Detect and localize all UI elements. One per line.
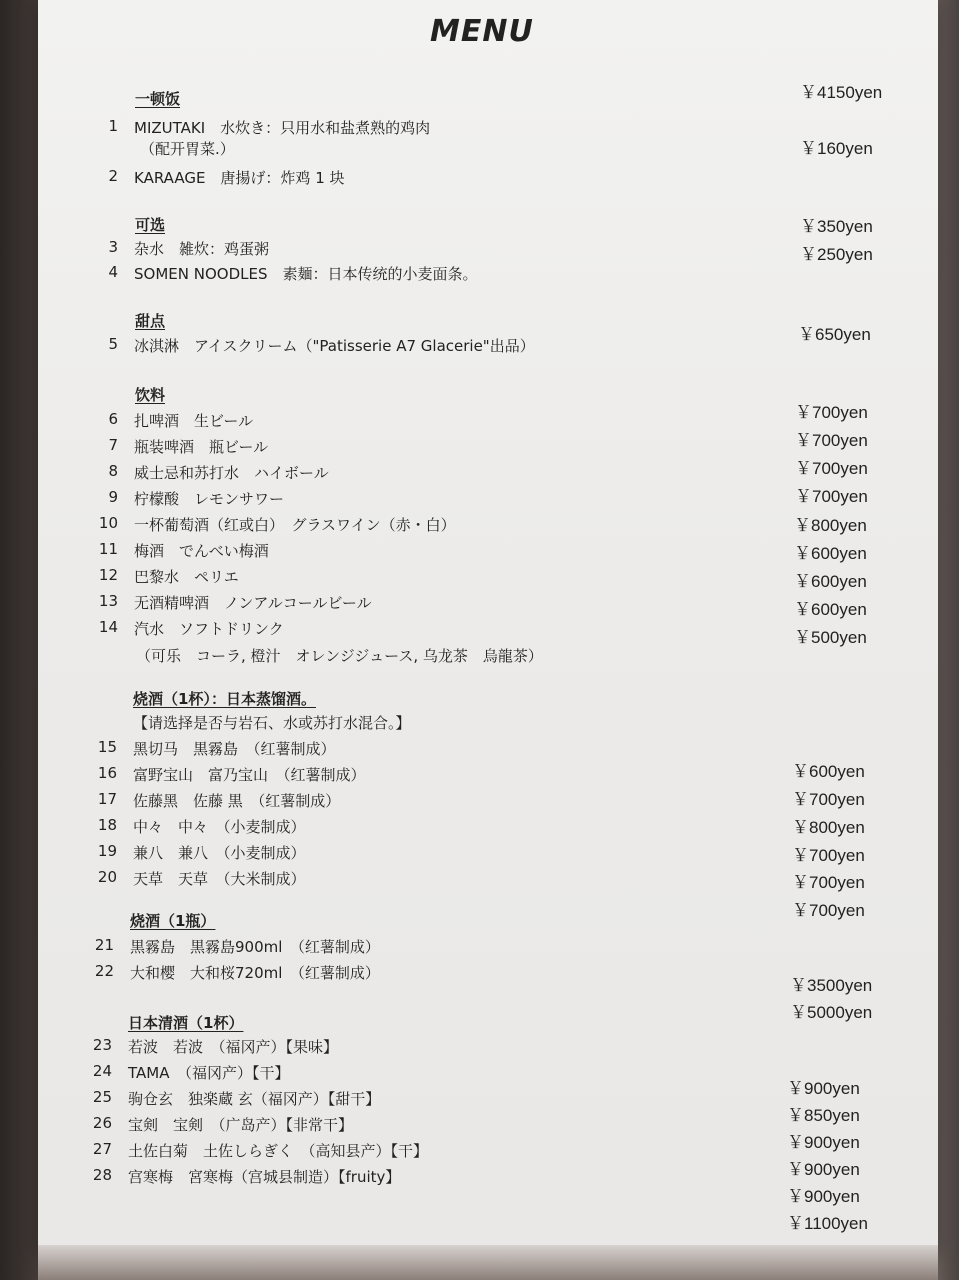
item-number: 27 [92, 1140, 112, 1158]
section-heading-sake: 日本清酒（1杯） [128, 1014, 244, 1032]
item-name: 中々 中々 （小麦制成） [133, 818, 306, 836]
price-label: ￥900yen [787, 1079, 860, 1098]
item-name: 梅酒 でんべい梅酒 [134, 542, 269, 560]
item-name: 佐藤黑 佐藤 黒 （红薯制成） [133, 792, 341, 810]
price-label: ￥600yen [794, 572, 867, 591]
item-number: 24 [92, 1062, 112, 1080]
item-name: SOMEN NOODLES 素麺：日本传统的小麦面条。 [134, 265, 478, 283]
price-label: ￥700yen [792, 846, 865, 865]
price-label: ￥160yen [800, 139, 873, 158]
item-number: 17 [97, 790, 117, 808]
item-number: 16 [97, 764, 117, 782]
item-number: 28 [92, 1166, 112, 1184]
price-label: ￥900yen [787, 1187, 860, 1206]
item-number: 9 [108, 488, 118, 506]
item-name: 冰淇淋 アイスクリーム（"Patisserie A7 Glacerie"出品） [134, 337, 535, 355]
price-label: ￥700yen [795, 487, 868, 506]
item-number: 26 [92, 1114, 112, 1132]
price-label: ￥800yen [792, 818, 865, 837]
price-label: ￥250yen [800, 245, 873, 264]
item-number: 1 [108, 117, 118, 135]
item-number: 25 [92, 1088, 112, 1106]
item-name: 柠檬酸 レモンサワー [134, 490, 285, 508]
price-label: ￥500yen [794, 628, 867, 647]
section-note: （可乐 コーラ, 橙汁 オレンジジュース, 乌龙茶 烏龍茶） [136, 647, 543, 665]
item-number: 15 [97, 738, 117, 756]
item-name: 天草 天草 （大米制成） [133, 870, 306, 888]
menu-sheet-edge [38, 1245, 938, 1280]
section-heading-drinks: 饮料 [135, 386, 166, 404]
item-number: 21 [94, 936, 114, 954]
item-name: 杂水 雑炊：鸡蛋粥 [134, 240, 270, 258]
price-label: ￥700yen [795, 431, 868, 450]
price-label: ￥650yen [798, 325, 871, 344]
item-number: 3 [108, 238, 118, 256]
price-label: ￥600yen [792, 762, 865, 781]
item-number: 4 [108, 263, 118, 281]
item-number: 22 [94, 962, 114, 980]
item-number: 20 [97, 868, 117, 886]
item-name: 宝剣 宝剣 （广岛产）【非常干】 [128, 1116, 354, 1134]
item-name: 扎啤酒 生ビール [134, 412, 254, 430]
item-number: 13 [98, 592, 118, 610]
item-number: 19 [97, 842, 117, 860]
item-number: 2 [108, 167, 118, 185]
price-label: ￥800yen [794, 516, 867, 535]
menu-title: MENU [430, 14, 534, 49]
price-label: ￥5000yen [790, 1003, 873, 1022]
price-label: ￥700yen [792, 873, 865, 892]
price-label: ￥600yen [794, 544, 867, 563]
price-label: ￥3500yen [790, 976, 873, 995]
item-name: 兼八 兼八 （小麦制成） [133, 844, 306, 862]
price-label: ￥700yen [795, 403, 868, 422]
item-name: 驹仓玄 独楽蔵 玄（福冈产）【甜干】 [128, 1090, 381, 1108]
item-number: 12 [98, 566, 118, 584]
price-label: ￥350yen [800, 217, 873, 236]
section-heading-optional: 可选 [135, 216, 166, 234]
item-number: 7 [108, 436, 118, 454]
price-label: ￥700yen [795, 459, 868, 478]
item-name: 宫寒梅 宮寒梅（宫城县制造）【fruity】 [128, 1168, 401, 1186]
price-label: ￥4150yen [800, 83, 883, 102]
price-label: ￥900yen [787, 1133, 860, 1152]
item-number: 6 [108, 410, 118, 428]
item-name: 汽水 ソフトドリンク [134, 620, 284, 638]
price-label: ￥900yen [787, 1160, 860, 1179]
item-number: 8 [108, 462, 118, 480]
section-heading-shochu-glass: 烧酒（1杯）：日本蒸馏酒。 [133, 690, 316, 708]
price-label: ￥1100yen [787, 1214, 868, 1233]
item-name: 土佐白菊 土佐しらぎく （高知县产）【干】 [128, 1142, 429, 1160]
price-label: ￥850yen [787, 1106, 860, 1125]
section-note: 【请选择是否与岩石、水或苏打水混合。】 [133, 714, 411, 732]
item-number: 11 [98, 540, 118, 558]
item-name: 巴黎水 ペリエ [134, 568, 239, 586]
section-note: （配开胃菜.） [140, 140, 235, 158]
item-number: 5 [108, 335, 118, 353]
item-name: 瓶装啤酒 瓶ビール [134, 438, 269, 456]
item-name: 黑切马 黒霧島 （红薯制成） [133, 740, 336, 758]
item-number: 23 [92, 1036, 112, 1054]
item-name: 无酒精啤酒 ノンアルコールビール [134, 594, 372, 612]
item-name: TAMA （福冈产）【干】 [128, 1064, 290, 1082]
item-name: 一杯葡萄酒（红或白） グラスワイン（赤・白） [134, 516, 456, 534]
price-label: ￥700yen [792, 790, 865, 809]
item-name: KARAAGE 唐揚げ：炸鸡 1 块 [134, 169, 345, 187]
price-label: ￥600yen [794, 600, 867, 619]
section-heading-dessert: 甜点 [135, 312, 166, 330]
item-name: 威士忌和苏打水 ハイボール [134, 464, 329, 482]
item-number: 14 [98, 618, 118, 636]
item-name: MIZUTAKI 水炊き：只用水和盐煮熟的鸡肉 [134, 119, 431, 137]
item-number: 10 [98, 514, 118, 532]
item-name: 大和樱 大和桜720ml （红薯制成） [130, 964, 380, 982]
section-heading-shochu-bottle: 烧酒（1瓶） [130, 912, 216, 930]
price-label: ￥700yen [792, 901, 865, 920]
item-name: 黒霧島 黒霧島900ml （红薯制成） [130, 938, 380, 956]
section-heading-meal: 一顿饭 [135, 90, 181, 108]
item-number: 18 [97, 816, 117, 834]
item-name: 富野宝山 富乃宝山 （红薯制成） [133, 766, 366, 784]
item-name: 若波 若波 （福冈产）【果味】 [128, 1038, 339, 1056]
